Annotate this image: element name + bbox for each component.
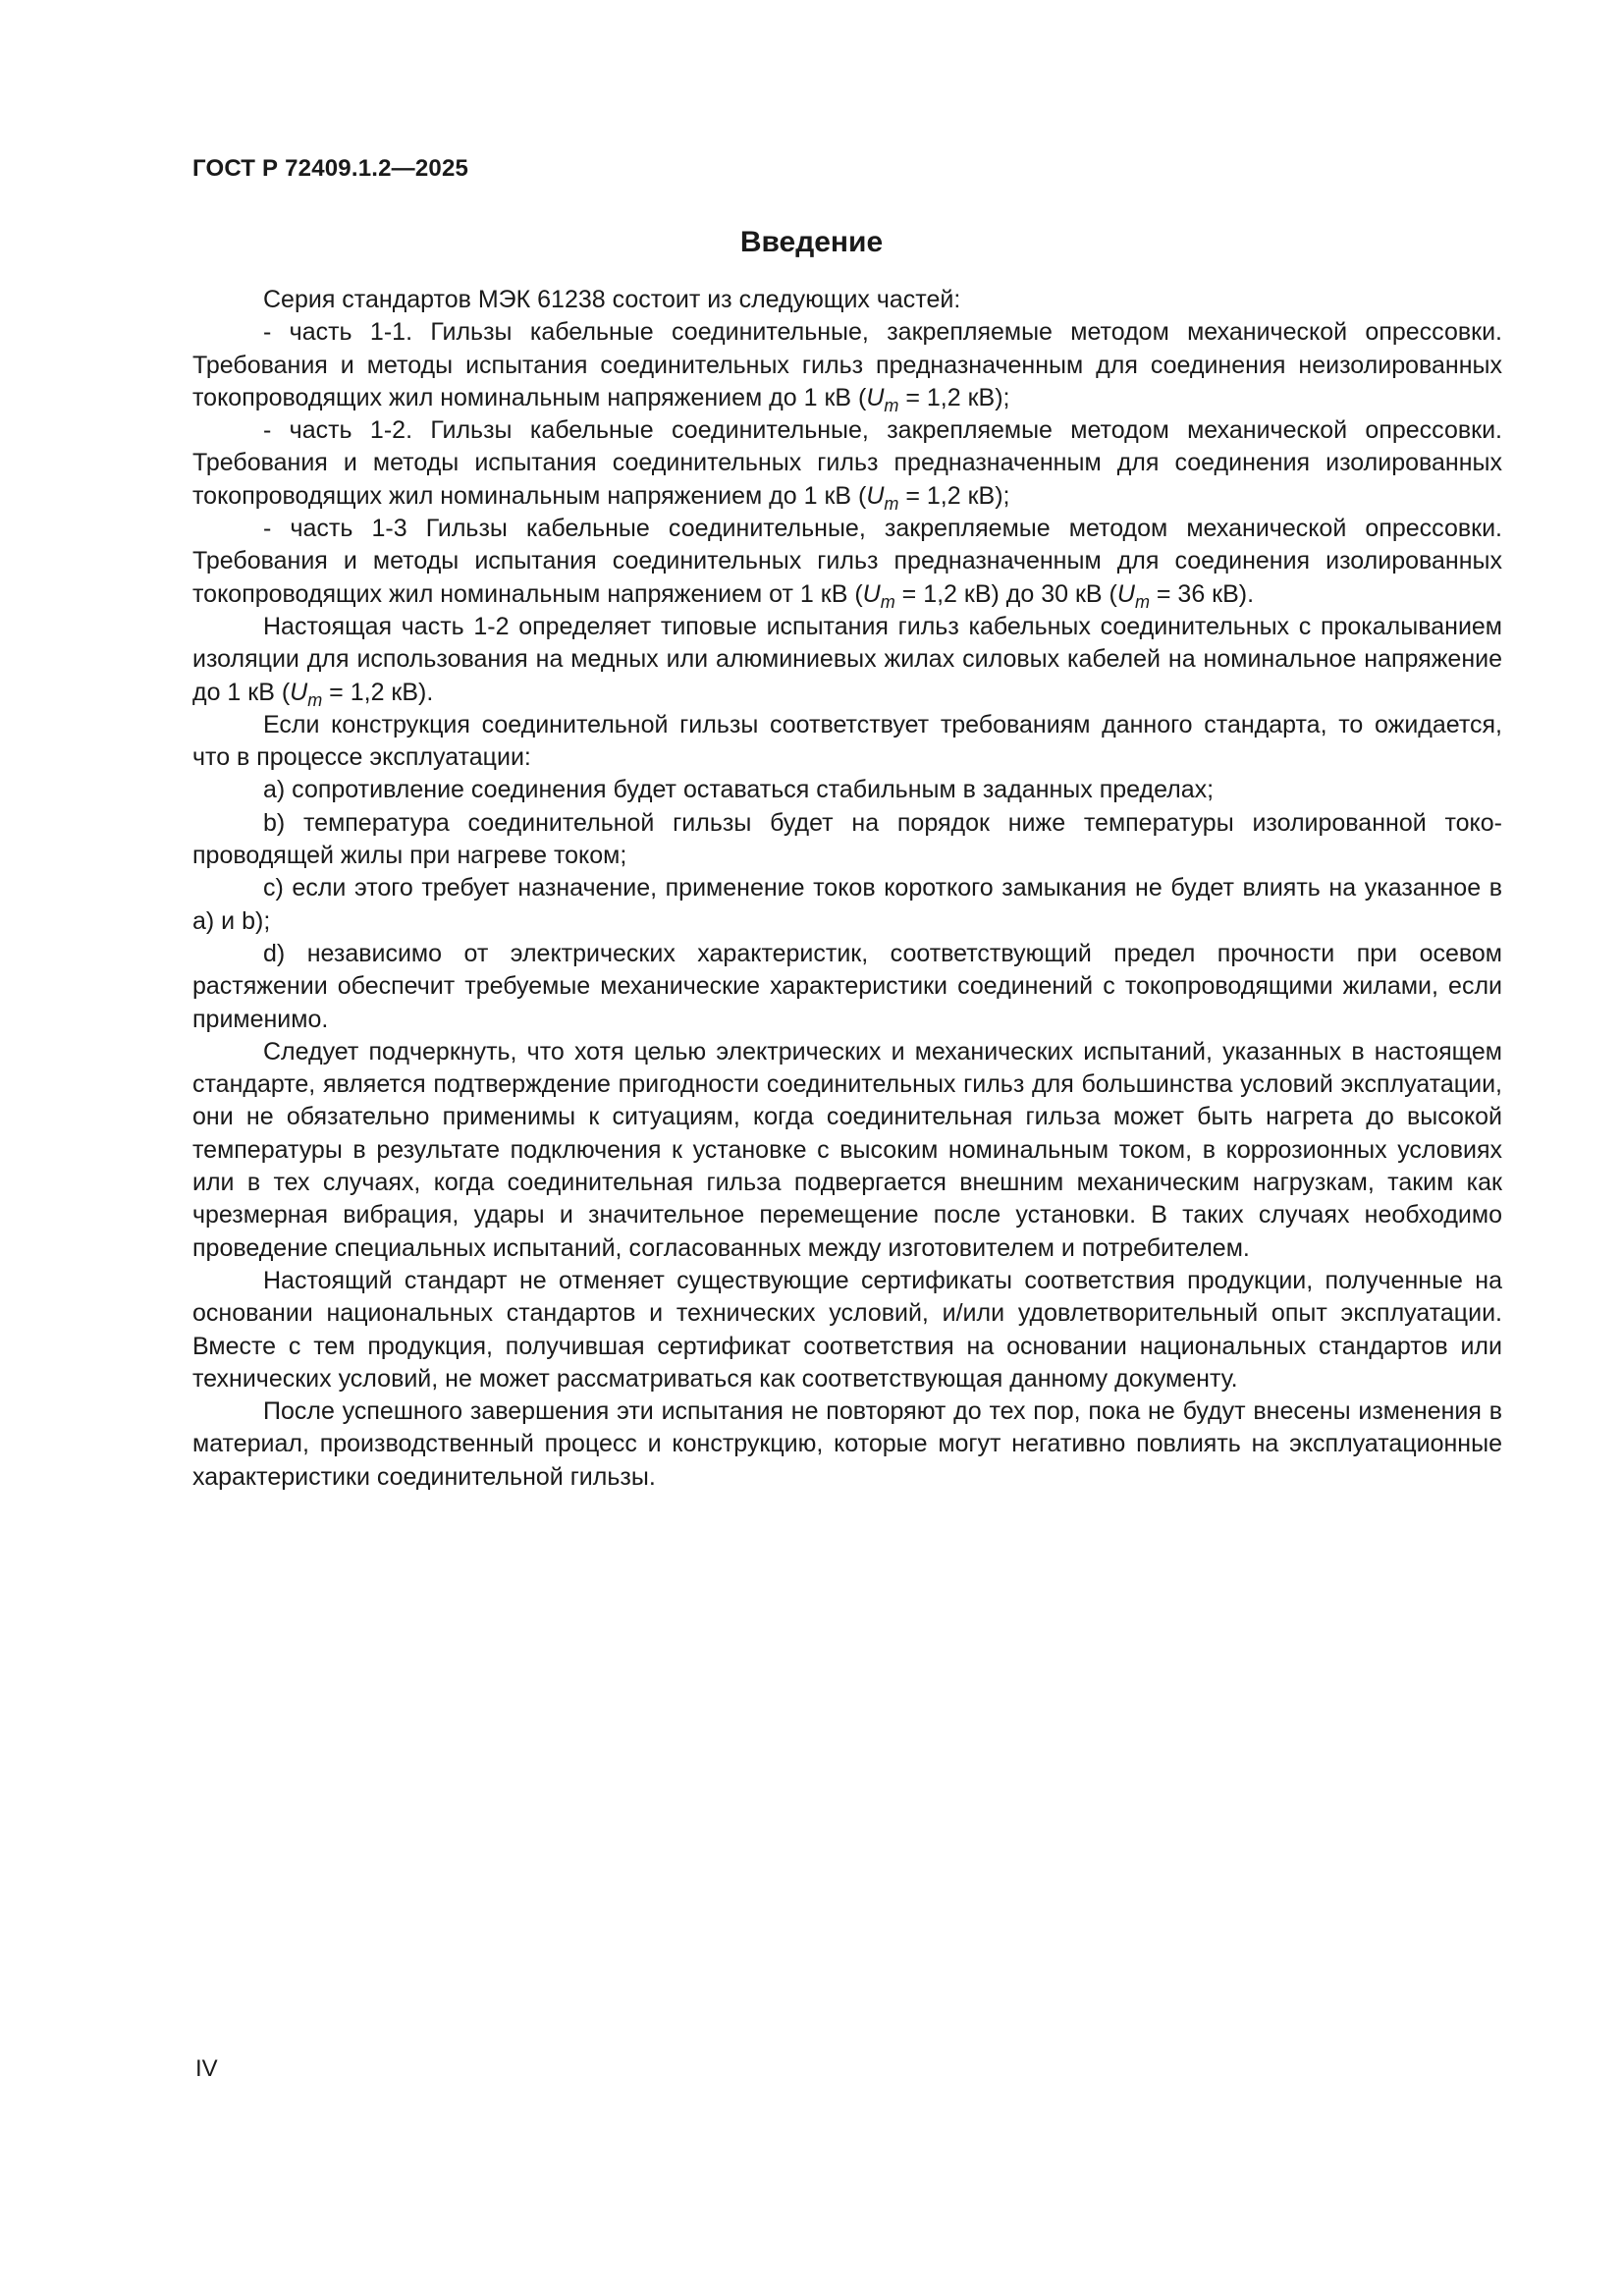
paragraph-expectations: Если конструкция соединительной гильзы соответствует требованиям данного стандарта, то ожидается, что в процессе эксплуатации: <box>192 710 1502 772</box>
paragraph-scope <box>192 611 1502 709</box>
um-symbol: U <box>290 678 308 706</box>
paragraph-text: = 36 кВ). <box>1149 579 1255 608</box>
paragraph-series-intro: Серия стандартов МЭК 61238 состоит из следующих частей: <box>263 286 961 313</box>
paragraph-part-1-1 <box>192 316 1502 414</box>
um-symbol: U <box>866 383 885 411</box>
paragraph-text: Настоящая часть 1-2 определяет типовые испытания гильз кабельных соединительных с прокалыванием изоляции для использования на медных или алюминиевых жилах силовых кабелей на номинальное напряжение до 1 кВ ( <box>192 612 1502 706</box>
um-subscript: m <box>884 395 899 415</box>
paragraph-repeat-tests: После успешного завершения эти испытания не повторяют до тех пор, пока не будут внесены изменения в материал, производственный процесс и конструкцию, которые могут негативно повлиять на эксплуатационные характеристики соединительной гильзы. <box>192 1397 1502 1491</box>
page-number: IV <box>195 2055 218 2082</box>
introduction-body <box>192 284 1502 1494</box>
paragraph-text: = 1,2 кВ) до 30 кВ ( <box>894 579 1117 608</box>
paragraph-text: = 1,2 кВ); <box>898 383 1010 411</box>
um-subscript: m <box>884 493 899 514</box>
paragraph-part-1-3 <box>192 513 1502 611</box>
um-subscript: m <box>307 689 323 710</box>
list-item-b: b) температура соединительной гильзы будет на порядок ниже температуры изолированной токопроводящей жилы при нагреве током; <box>192 808 1502 870</box>
list-item-d: d) независимо от электрических характеристик, соответствующий предел прочности при осевом растяжении обеспечит требуемые механические характеристики соединений с токопроводящими жилами, если применимо. <box>192 939 1502 1033</box>
um-subscript: m <box>1134 591 1150 612</box>
um-subscript: m <box>880 591 895 612</box>
paragraph-text: - часть 1-2. Гильзы кабельные соединительные, закрепляемые методом механической опрессовки. Требования и методы испытания соединительных гильз предназначенным для соединения изолированных токопроводящих жил номинальным напряжением до 1 кВ ( <box>192 416 1502 510</box>
paragraph-text: - часть 1-1. Гильзы кабельные соединительные, закрепляемые методом механической опрессовки. Требования и методы испытания соединительных гильз предназначенным для соединения неизолированных токопроводящих жил номинальным напряжением до 1 кВ ( <box>192 318 1502 411</box>
paragraph-text: - часть 1-3 Гильзы кабельные соединительные, закрепляемые методом механической опрессовки. Требования и методы испытания соединительных гильз предназначенным для соединения изолированных токопроводящих жил номинальным напряжением от 1 кВ ( <box>192 515 1502 608</box>
paragraph-limitations: Следует подчеркнуть, что хотя целью электрических и механических испытаний, указанных в настоящем стандарте, является подтверждение пригодности соединительных гильз для большинства условий эксплуатации, они не обязательно применимы к ситуациям, когда соединительная гильза может быть нагрета до высокой температуры в результате подключения к установке с высоким номинальным током, в коррозионных условиях или в тех случаях, когда соединительная гильза подвергается внешним механическим нагрузкам, таким как чрезмерная вибрация, удары и значительное перемещение после установки. В таких случаях необходимо проведение специальных испытаний, согласованных между изготовителем и потребителем. <box>192 1037 1502 1262</box>
paragraph-text: = 1,2 кВ). <box>322 678 434 706</box>
paragraph-certificates: Настоящий стандарт не отменяет существующие сертификаты соответствия продукции, полученные на основании национальных стандартов и технических условий, и/или удовлетворительный опыт эксплуатации. Вместе с тем продукция, получившая сертификат соответствия на основании национальных стандартов или технических условий, не может рассматриваться как соответствующая данному документу. <box>192 1266 1502 1393</box>
list-item-a: a) сопротивление соединения будет оставаться стабильным в заданных пределах; <box>263 776 1215 804</box>
document-standard-id: ГОСТ Р 72409.1.2—2025 <box>192 155 469 182</box>
section-title: Введение <box>739 226 884 258</box>
um-symbol: U <box>866 481 885 510</box>
paragraph-text: = 1,2 кВ); <box>898 481 1010 510</box>
um-symbol: U <box>1116 579 1135 608</box>
um-symbol: U <box>862 579 881 608</box>
list-item-c: c) если этого требует назначение, применение токов короткого замыкания не будет влиять на указанное в a) и b); <box>192 874 1502 935</box>
paragraph-part-1-2 <box>192 414 1502 513</box>
